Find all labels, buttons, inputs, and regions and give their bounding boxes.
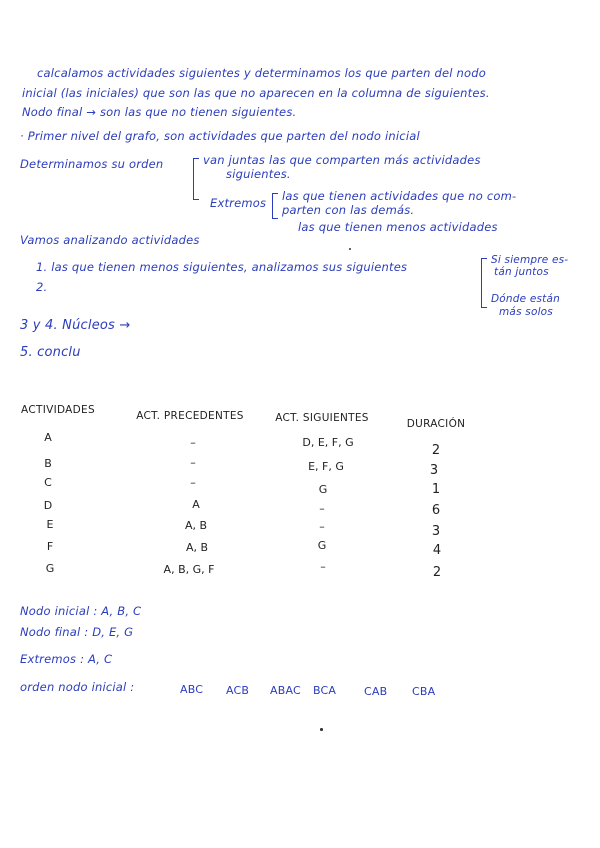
orden-value: BCA xyxy=(313,684,337,697)
table-cell: – xyxy=(190,476,196,489)
note-line-1: calcalamos actividades siguientes y determinamos los que parten del nodo xyxy=(37,66,486,80)
table-cell: A, B xyxy=(185,541,209,554)
table-cell: – xyxy=(319,502,325,515)
orden-label: Determinamos su orden xyxy=(20,157,164,171)
list-item-2: 2. xyxy=(36,280,48,294)
side-note-2b: más solos xyxy=(499,306,553,318)
table-cell: B xyxy=(44,457,52,470)
side-note-1a: Si siempre es- xyxy=(491,254,569,266)
table-cell: – xyxy=(319,520,325,533)
summary-nodo-inicial: Nodo inicial : A, B, C xyxy=(20,604,142,618)
table-cell: G xyxy=(318,483,328,496)
table-cell: A xyxy=(192,498,200,511)
table-cell: 1 xyxy=(431,482,441,497)
note-line-2: inicial (las iniciales) que son las que no aparecen en la columna de siguientes. xyxy=(22,86,490,100)
ink-dot xyxy=(349,248,351,250)
extremos-item-1a: las que tienen actividades que no com- xyxy=(282,189,517,203)
analizando-title: Vamos analizando actividades xyxy=(20,233,200,247)
table-cell: A xyxy=(44,431,52,444)
table-cell: A, B, G, F xyxy=(163,563,215,576)
table-cell: 3 xyxy=(429,463,439,478)
table-cell: 4 xyxy=(432,543,442,558)
table-cell: C xyxy=(44,476,52,489)
orden-value: CAB xyxy=(364,685,388,698)
table-cell: – xyxy=(190,436,196,449)
note-line-4: · Primer nivel del grafo, son actividades que parten del nodo inicial xyxy=(20,129,420,143)
table-cell: 3 xyxy=(431,524,441,539)
table-cell: D, E, F, G xyxy=(302,436,354,449)
side-note-1b: tán juntos xyxy=(494,266,549,278)
list-item-3-4: 3 y 4. Núcleos → xyxy=(20,318,131,333)
summary-extremos: Extremos : A, C xyxy=(20,652,113,666)
table-cell: A, B xyxy=(184,519,208,532)
table-cell: 2 xyxy=(431,443,441,458)
orden-value: ABC xyxy=(180,683,204,696)
table-cell: F xyxy=(46,540,54,553)
extremos-item-2: las que tienen menos actividades xyxy=(298,220,498,234)
side-note-2a: Dónde están xyxy=(491,293,560,305)
note-line-3: Nodo final → son las que no tienen siguientes. xyxy=(22,105,297,119)
table-cell: G xyxy=(45,562,55,575)
table-cell: – xyxy=(190,456,196,469)
table-cell: 2 xyxy=(432,565,442,580)
list-item-1: 1. las que tienen menos siguientes, analizamos sus siguientes xyxy=(36,260,408,274)
ink-dot xyxy=(320,728,323,731)
header-siguientes: ACT. SIGUIENTES xyxy=(275,412,369,424)
table-cell: G xyxy=(317,539,327,552)
list-item-5: 5. conclu xyxy=(20,345,81,360)
summary-nodo-final: Nodo final : D, E, G xyxy=(20,625,134,639)
orden-item-1b: siguientes. xyxy=(226,167,291,181)
header-duracion: DURACIÓN xyxy=(406,418,466,430)
table-cell: D xyxy=(43,499,53,512)
table-cell: E xyxy=(46,518,54,531)
table-cell: – xyxy=(320,560,326,573)
orden-item-1a: van juntas las que comparten más actividades xyxy=(203,153,481,167)
table-cell: E, F, G xyxy=(308,460,344,473)
orden-value: CBA xyxy=(412,685,436,698)
orden-value: ACB xyxy=(226,684,250,697)
header-actividades: ACTIVIDADES xyxy=(21,404,95,416)
extremos-item-1b: parten con las demás. xyxy=(282,203,415,217)
extremos-label: Extremos xyxy=(210,196,267,210)
orden-value: ABAC xyxy=(270,684,301,697)
table-cell: 6 xyxy=(431,503,441,518)
header-precedentes: ACT. PRECEDENTES xyxy=(136,410,244,422)
summary-orden-label: orden nodo inicial : xyxy=(20,680,135,694)
